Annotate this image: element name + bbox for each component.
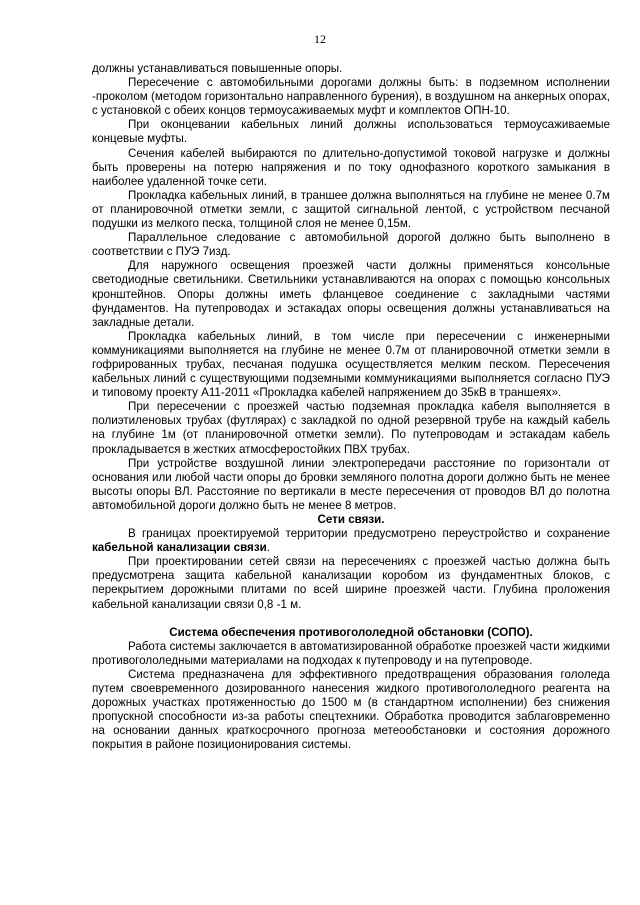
document-body: [92, 62, 610, 753]
page-number: 12: [314, 32, 326, 46]
text-span: .: [266, 541, 270, 555]
paragraph: должны устанавливаться повышенные опоры.: [92, 62, 343, 75]
paragraph: Работа системы заключается в автоматизированной обработке проезжей части жидкими противогололедными материалами на подходах к путепроводу и на путепроводе.: [92, 639, 610, 667]
paragraph: При проектировании сетей связи на пересечениях с проезжей частью должна быть предусмотрена защита кабельной канализации коробом из фундаментных блоков, с перекрытием дорожными плитами по всей ширине проезжей части. Глубина проложения кабельной канализации связи 0,8 -1 м.: [92, 555, 610, 611]
section-heading-svyaz: Сети связи.: [317, 513, 385, 526]
paragraph: Для наружного освещения проезжей части должны применяться консольные светодиодные светильники. Светильники устанавливаются на опорах с помощью консольных кронштейнов. Опоры должны иметь фланцевое соединение с закладными частями фундаментов. На путепроводах и эстакадах опоры освещения должны устанавливаться на закладные детали.: [92, 259, 610, 329]
paragraph: При устройстве воздушной линии электропередачи расстояние по горизонтали от основания или любой части опоры до бровки земляного полотна дороги должно быть не менее высоты опоры ВЛ. Расстояние по вертикали в месте пересечения от проводов ВЛ до полотна автомобильной дороги должно быть не менее 8 метров.: [92, 456, 610, 512]
paragraph: Пересечение с автомобильными дорогами должны быть: в подземном исполнении -проколом (методом горизонтально направленного бурения), в воздушном на анкерных опорах, с установкой с обеих концов термоусаживаемых муфт и комплектов ОПН-10.: [92, 76, 610, 118]
paragraph: [92, 527, 610, 555]
paragraph: Прокладка кабельных линий, в траншее должна выполняться на глубине не менее 0.7м от планировочной отметки земли, с защитой сигнальной лентой, с устройством песчаной подушки из мелкого песка, толщиной слоя не менее 0,15м.: [92, 188, 610, 231]
paragraph: При пересечении с проезжей частью подземная прокладка кабеля выполняется в полиэтиленовых трубах (футлярах) с закладкой по одной резервной трубе на каждый кабель на глубине 1м (от планировочной отметки земли). По путепроводам и эстакадам кабель прокладывается в жестких атмосферостойких ПВХ трубах.: [92, 400, 610, 456]
section-heading-sopo: Система обеспечения противогололедной обстановки (СОПО).: [169, 625, 533, 639]
text-span: В границах проектируемой территории предусмотрено переустройство и сохранение: [128, 527, 610, 541]
paragraph: При оконцевании кабельных линий должны использоваться термоусаживаемые концевые муфты.: [92, 118, 610, 146]
paragraph: Сечения кабелей выбираются по длительно-допустимой токовой нагрузке и должны быть проверены на потерю напряжения и по току однофазного короткого замыкания в наиболее удаленной точке сети.: [92, 146, 610, 188]
bold-term: кабельной канализации связи: [92, 541, 267, 555]
paragraph: Параллельное следование с автомобильной дорогой должно быть выполнено в соответствии с ПУЭ 7изд.: [92, 231, 610, 259]
paragraph: Прокладка кабельных линий, в том числе при пересечении с инженерными коммуникациями выполняется на глубине не менее 0.7м от планировочной отметки земли в гофрированных трубах, песчаная подушка осуществляется мелким песком. Пересечения кабельных линий с существующими подземными коммуникациями выполняется согласно ПУЭ и типовому проекту А11-2011 «Прокладка кабелей напряжением до 35кВ в траншеях».: [92, 329, 610, 400]
paragraph: Система предназначена для эффективного предотвращения образования гололеда путем своевременного дозированного нанесения жидкого противогололедного реагента на дорожных участках протяженностью до 1500 м (в стандартном исполнении) без снижения пропускной способности из-за работы спецтехники. Обработка проводится заблаговременно на основании данных краткосрочного прогноза метеообстановки и состояния дорожного покрытия в районе позиционирования системы.: [92, 667, 610, 752]
